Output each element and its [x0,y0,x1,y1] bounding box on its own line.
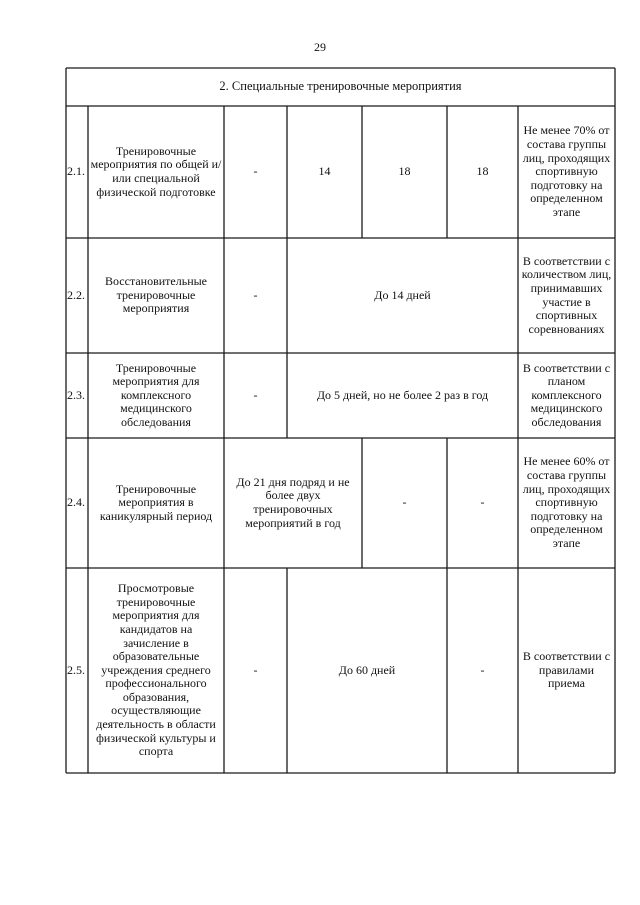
row-number: 2.3. [67,387,85,402]
span-value-cell: До 60 дней [338,662,396,677]
activity-name: Тренировочные мероприятия для комплексного медицинского обследования [112,360,200,429]
page-number: 29 [314,40,326,54]
value-cell: 18 [398,164,411,179]
activity-name: Тренировочные мероприятия в каникулярный период [99,481,213,523]
note-cell: В соответствии с правилами приема [522,649,611,691]
section-title: 2. Специальные тренировочные мероприятия [219,79,462,94]
span-value-cell: До 21 дня подряд и не более двух тренировочных мероприятий в год [236,474,350,530]
activity-name: Восстановительные тренировочные мероприятия [104,274,208,316]
note-cell: В соответствии с количеством лиц, принимавших участие в спортивных соревнованиях [521,253,612,336]
activity-name: Просмотровые тренировочные мероприятия для кандидатов на зачисление в образовательные учреждения среднего профессионального образования, осуществляющие деятельность в области физической культуры и спорта [96,581,216,759]
value-cell: - [253,287,258,302]
value-cell: 18 [476,164,489,179]
span-value-cell: До 14 дней [374,287,431,302]
activity-name: Тренировочные мероприятия по общей и/или специальной физической подготовке [90,143,222,199]
note-cell: Не менее 70% от состава группы лиц, проходящих спортивную подготовку на определенном этапе [522,123,611,219]
note-cell: В соответствии с планом комплексного медицинского обследования [522,360,611,429]
row-number: 2.4. [67,495,85,510]
row-number: 2.2. [67,287,85,302]
value-cell: - [402,495,407,510]
value-cell: - [253,387,258,402]
row-number: 2.1. [67,164,85,179]
value-cell: - [480,662,485,677]
value-cell: - [253,662,258,677]
value-cell: 14 [318,164,331,179]
note-cell: Не менее 60% от состава группы лиц, проходящих спортивную подготовку на определенном этапе [522,454,611,550]
span-value-cell: До 5 дней, но не более 2 раз в год [316,387,489,402]
row-number: 2.5. [67,662,85,677]
value-cell: - [253,164,258,179]
value-cell: - [480,495,485,510]
